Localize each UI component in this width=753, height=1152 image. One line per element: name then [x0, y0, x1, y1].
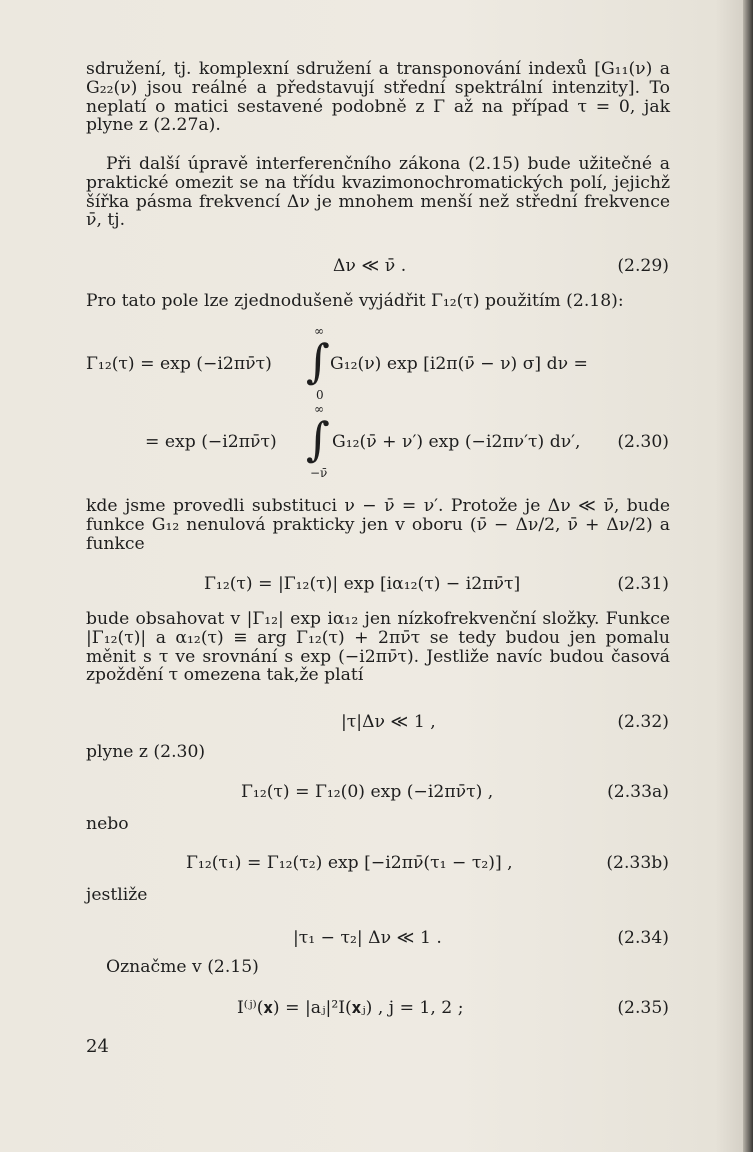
equation-2-34: |τ₁ − τ₂| Δν ≪ 1 .	[293, 928, 442, 948]
paragraph-2: Při další úpravě interferenčního zákona (2.15) bude užitečné a praktické omezit se na třídu kvazimonochromatických polí, jejichž šířka pásma frekvencí Δν je mnohem menší než střední frekvence ν̄, tj.	[86, 154, 670, 231]
equation-number-2-35: (2.35)	[617, 998, 669, 1018]
page-edge-shadow	[743, 0, 753, 1152]
integral-sign: ∫	[306, 412, 330, 466]
integral-upper-limit: ∞	[314, 402, 324, 416]
integral-upper-limit: ∞	[314, 324, 324, 338]
equation-number-2-30: (2.30)	[617, 432, 669, 452]
equation-number-2-33a: (2.33a)	[607, 782, 669, 802]
paragraph-3: Pro tato pole lze zjednodušeně vyjádřit Γ₁₂(τ) použitím (2.18):	[86, 291, 624, 311]
equation-2-29: Δν ≪ ν̄ .	[333, 256, 407, 276]
equation-2-30b-left: = exp (−i2πν̄τ)	[145, 432, 277, 452]
equation-2-32: |τ|Δν ≪ 1 ,	[341, 712, 436, 732]
paragraph-5: bude obsahovat v |Γ₁₂| exp iα₁₂ jen nízkofrekvenční složky. Funkce |Γ₁₂(τ)| a α₁₂(τ) ≡ arg Γ₁₂(τ) + 2πν̄τ se tedy budou jen pomalu měnit s τ ve srovnání s exp (−i2πν̄τ). Jestliže navíc budou časová zpoždění τ omezena tak,že platí	[86, 609, 670, 686]
integral-lower-limit: −ν̄	[310, 466, 328, 480]
paragraph-4: kde jsme provedli substituci ν − ν̄ = ν′. Protože je Δν ≪ ν̄, bude funkce G₁₂ nenulová prakticky jen v oboru (ν̄ − Δν/2, ν̄ + Δν/2) a funkce	[86, 496, 670, 554]
equation-2-33a: Γ₁₂(τ) = Γ₁₂(0) exp (−i2πν̄τ) ,	[241, 782, 494, 802]
equation-2-35: I⁽ʲ⁾(𝐱) = |aⱼ|²I(𝐱ⱼ) , j = 1, 2 ;	[237, 998, 464, 1018]
equation-2-30a-left: Γ₁₂(τ) = exp (−i2πν̄τ)	[86, 354, 272, 374]
equation-2-33b: Γ₁₂(τ₁) = Γ₁₂(τ₂) exp [−i2πν̄(τ₁ − τ₂)] ,	[186, 853, 513, 873]
equation-number-2-31: (2.31)	[617, 574, 669, 594]
paragraph-7: nebo	[86, 814, 129, 834]
equation-number-2-33b: (2.33b)	[606, 853, 669, 873]
equation-number-2-34: (2.34)	[617, 928, 669, 948]
paragraph-9: Označme v (2.15)	[106, 957, 259, 977]
equation-number-2-29: (2.29)	[617, 256, 669, 276]
paragraph-6: plyne z (2.30)	[86, 742, 206, 762]
equation-number-2-32: (2.32)	[617, 712, 669, 732]
integral-sign: ∫	[306, 334, 330, 388]
paragraph-8: jestliže	[86, 885, 148, 905]
equation-2-30a-right: G₁₂(ν) exp [i2π(ν̄ − ν) σ] dν =	[330, 354, 588, 374]
integral-lower-limit: 0	[316, 388, 324, 402]
equation-2-30b-right: G₁₂(ν̄ + ν′) exp (−i2πν′τ) dν′,	[332, 432, 581, 452]
paragraph-1: sdružení, tj. komplexní sdružení a transponování indexů [G₁₁(ν) a G₂₂(ν) jsou reálné a představují střední spektrální intenzity]. To neplatí o matici sestavené podobně z Γ až na případ τ = 0, jak plyne z (2.27a).	[86, 59, 670, 136]
equation-2-31: Γ₁₂(τ) = |Γ₁₂(τ)| exp [iα₁₂(τ) − i2πν̄τ]	[204, 574, 521, 594]
page-number: 24	[86, 1036, 109, 1057]
